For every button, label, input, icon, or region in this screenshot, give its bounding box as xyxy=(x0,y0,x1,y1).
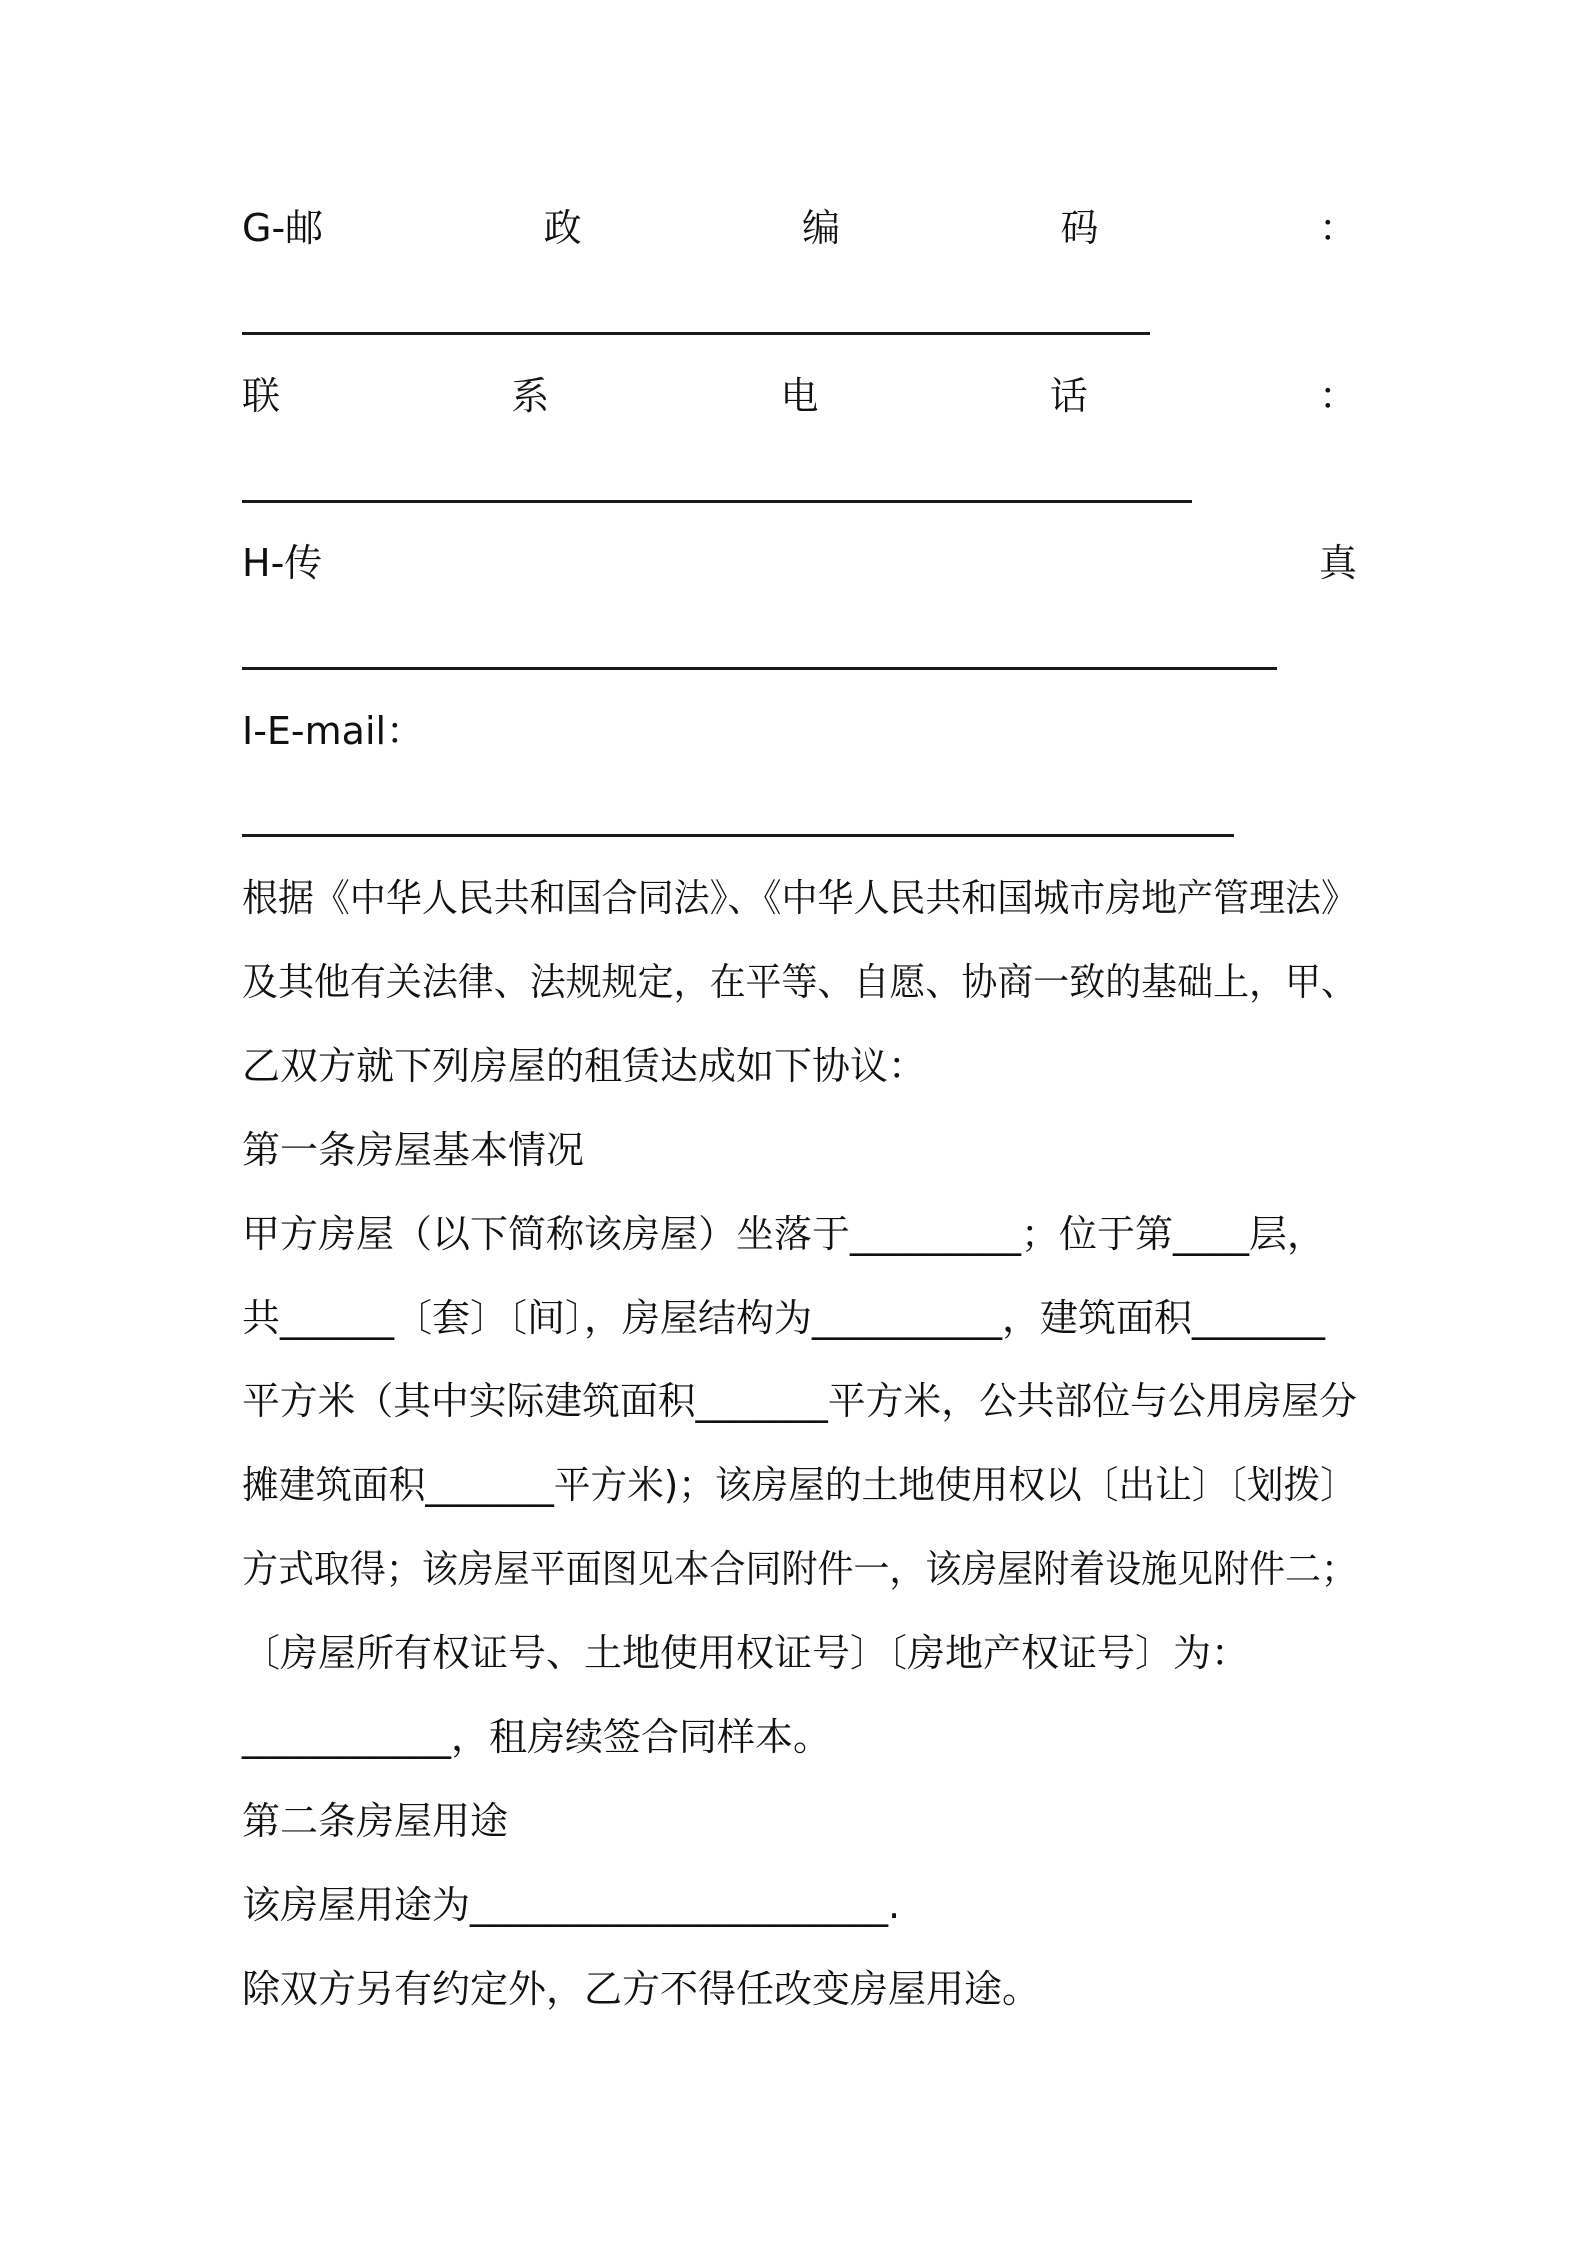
article2-line: 除双方另有约定外，乙方不得任改变房屋用途。 xyxy=(242,1967,1041,2011)
postcode-label xyxy=(242,202,1357,254)
article1-line: 方式取得；该房屋平面图见本合同附件一，该房屋附着设施见附件二； xyxy=(242,1547,1357,1591)
phone-blank-line xyxy=(242,500,1192,503)
article1-line: ___________，租房续签合同样本。 xyxy=(242,1715,832,1759)
postcode-char: 码 xyxy=(1060,206,1099,250)
fax-prefix: H-传 xyxy=(242,541,323,585)
phone-colon: ： xyxy=(1318,374,1357,418)
postcode-colon: ： xyxy=(1318,206,1357,250)
article1-line: 共______〔套〕〔间〕，房屋结构为__________，建筑面积_______ xyxy=(242,1296,1326,1340)
article1-line: 摊建筑面积_______平方米)；该房屋的土地使用权以〔出让〕〔划拨〕 xyxy=(242,1463,1357,1507)
article1-title: 第一条房屋基本情况 xyxy=(242,1128,585,1172)
phone-char: 话 xyxy=(1049,374,1088,418)
fax-label xyxy=(242,537,1357,589)
phone-char: 联 xyxy=(242,374,281,418)
preamble-line: 乙双方就下列房屋的租赁达成如下协议： xyxy=(242,1044,927,1088)
postcode-char: 政 xyxy=(543,206,582,250)
article2-title: 第二条房屋用途 xyxy=(242,1799,509,1843)
fax-char: 真 xyxy=(1318,541,1357,585)
fax-blank-line xyxy=(242,667,1277,670)
article1-line: 甲方房屋（以下简称该房屋）坐落于_________；位于第____层， xyxy=(242,1212,1326,1256)
postcode-prefix: G-邮 xyxy=(242,206,324,250)
article1-line: 〔房屋所有权证号、土地使用权证号〕〔房地产权证号〕为： xyxy=(242,1631,1250,1675)
postcode-blank-line xyxy=(242,332,1150,335)
preamble-line: 及其他有关法律、法规规定，在平等、自愿、协商一致的基础上，甲、 xyxy=(242,960,1357,1004)
email-blank-line xyxy=(242,834,1234,837)
phone-label xyxy=(242,370,1357,422)
postcode-char: 编 xyxy=(802,206,841,250)
article2-line: 该房屋用途为______________________. xyxy=(242,1883,901,1927)
preamble-line: 根据《中华人民共和国合同法》、《中华人民共和国城市房地产管理法》 xyxy=(242,876,1357,920)
phone-char: 电 xyxy=(780,374,819,418)
article1-line: 平方米（其中实际建筑面积_______平方米，公共部位与公用房屋分 xyxy=(242,1379,1357,1423)
email-label: I-E-mail： xyxy=(242,709,425,753)
phone-char: 系 xyxy=(511,374,550,418)
